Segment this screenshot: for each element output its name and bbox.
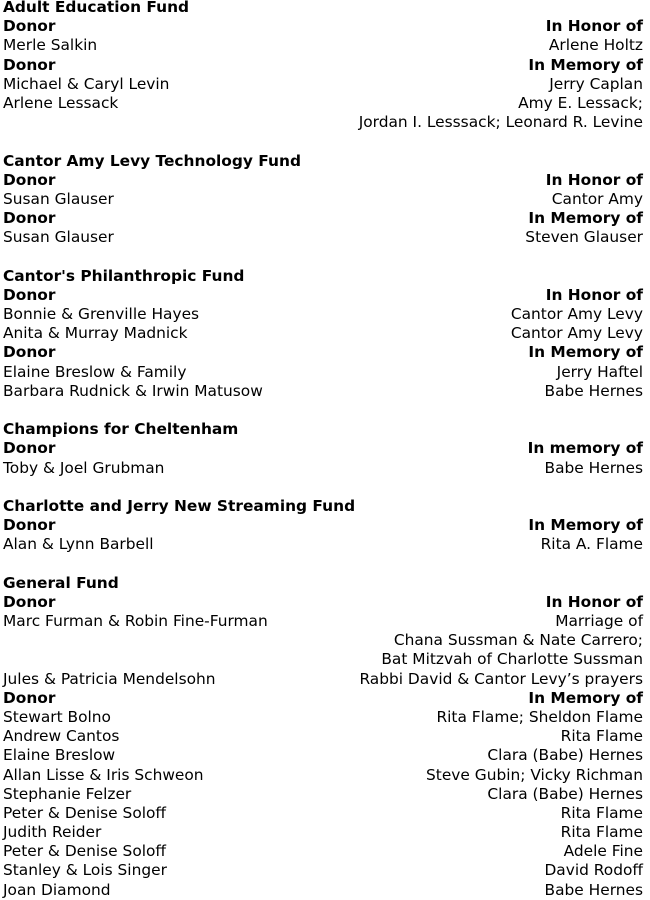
dedication-name: Marriage of <box>555 612 643 630</box>
dedication-name: Cantor Amy Levy <box>510 305 643 323</box>
dedication-name: Chana Sussman & Nate Carrero; <box>393 631 643 650</box>
donor-name: Bonnie & Grenville Hayes <box>3 305 200 323</box>
dedication-header: In Honor of <box>545 17 643 36</box>
donation-row <box>3 459 643 478</box>
donor-header: Donor <box>3 343 56 362</box>
dedication-header: In Memory of <box>528 343 643 362</box>
dedication-header: In Honor of <box>545 170 643 189</box>
donor-name: Arlene Lessack <box>3 93 119 112</box>
section-gap <box>3 478 643 497</box>
dedication-name: Babe Hernes <box>544 880 643 899</box>
dedication-name: Cantor Amy Levy <box>510 324 643 343</box>
donor-header: Donor <box>3 209 56 228</box>
column-header-row <box>3 17 643 36</box>
donation-row <box>3 746 643 765</box>
dedication-name: Bat Mitzvah of Charlotte Sussman <box>381 650 643 669</box>
dedication-name: Rita Flame; Sheldon Flame <box>436 707 643 726</box>
dedication-name: David Rodoff <box>544 861 643 880</box>
donor-name: Anita & Murray Madnick <box>3 324 188 343</box>
donor-name: Toby & Joel Grubman <box>3 458 165 477</box>
fund-title: Charlotte and Jerry New Streaming Fund <box>3 496 356 515</box>
column-header-row <box>3 516 643 535</box>
donor-header: Donor <box>3 170 56 189</box>
donor-header: Donor <box>3 439 56 458</box>
dedication-name: Clara (Babe) Hernes <box>487 746 643 765</box>
donor-header: Donor <box>3 688 56 707</box>
dedication-name: Jerry Haftel <box>556 362 643 381</box>
column-header-row <box>3 343 643 362</box>
donation-row <box>3 113 643 132</box>
donation-row <box>3 190 643 209</box>
donor-header: Donor <box>3 17 56 36</box>
donation-row <box>3 708 643 727</box>
donor-header: Donor <box>3 285 56 304</box>
dedication-name: Babe Hernes <box>544 458 643 477</box>
dedication-name: Jordan I. Lesssack; Leonard R. Levine <box>358 113 643 132</box>
dedication-header: In Honor of <box>545 285 643 304</box>
donor-name: Judith Reider <box>3 823 102 842</box>
dedication-header: In memory of <box>527 439 643 458</box>
donor-name: Peter & Denise Soloff <box>3 803 167 822</box>
column-header-row <box>3 286 643 305</box>
donor-name: Peter & Denise Soloff <box>3 842 167 861</box>
donor-name: Alan & Lynn Barbell <box>3 535 154 554</box>
dedication-name: Amy E. Lessack; <box>518 93 643 112</box>
section-gap <box>3 247 643 266</box>
section-gap <box>3 401 643 420</box>
donation-row <box>3 785 643 804</box>
donation-row <box>3 804 643 823</box>
donor-name: Elaine Breslow <box>3 746 116 765</box>
fund-section <box>3 420 643 478</box>
dedication-name: Arlene Holtz <box>548 36 643 55</box>
dedication-header: In Memory of <box>528 516 643 535</box>
fund-title: Cantor's Philanthropic Fund <box>3 266 245 285</box>
column-header-row <box>3 209 643 228</box>
donor-name: Michael & Caryl Levin <box>3 74 170 93</box>
donation-row <box>3 535 643 554</box>
donor-header: Donor <box>3 592 56 611</box>
donation-row <box>3 861 643 880</box>
dedication-header: In Memory of <box>528 688 643 707</box>
donation-row <box>3 36 643 55</box>
donation-row <box>3 881 643 900</box>
donor-name: Susan Glauser <box>3 189 114 208</box>
column-header-row <box>3 56 643 75</box>
donor-header: Donor <box>3 516 56 535</box>
column-header-row <box>3 171 643 190</box>
dedication-name: Rita Flame <box>560 823 643 842</box>
donation-row <box>3 324 643 343</box>
dedication-name: Adele Fine <box>563 842 643 861</box>
dedication-name: Rabbi David & Cantor Levy’s prayers <box>359 669 643 688</box>
dedication-name: Cantor Amy <box>551 189 643 208</box>
donation-row <box>3 228 643 247</box>
donor-name: Susan Glauser <box>3 228 114 247</box>
donor-name: Joan Diamond <box>3 880 111 899</box>
column-header-row <box>3 689 643 708</box>
dedication-name: Steve Gubin; Vicky Richman <box>426 765 643 784</box>
donation-row <box>3 363 643 382</box>
donation-row <box>3 631 643 650</box>
dedication-name: Steven Glauser <box>525 228 643 247</box>
donation-row <box>3 650 643 669</box>
dedication-name: Rita A. Flame <box>540 535 643 554</box>
dedication-name: Rita Flame <box>560 727 643 746</box>
donation-row <box>3 305 643 324</box>
fund-section <box>3 267 643 401</box>
dedication-name: Rita Flame <box>560 803 643 822</box>
dedication-header: In Memory of <box>528 209 643 228</box>
donor-name: Andrew Cantos <box>3 727 120 746</box>
column-header-row <box>3 439 643 458</box>
section-gap <box>3 554 643 573</box>
dedication-header: In Memory of <box>528 55 643 74</box>
donor-name: Allan Lisse & Iris Schweon <box>3 765 204 784</box>
fund-title: Cantor Amy Levy Technology Fund <box>3 151 301 170</box>
donation-row <box>3 727 643 746</box>
donation-row <box>3 842 643 861</box>
donor-header: Donor <box>3 55 56 74</box>
donation-row <box>3 612 643 631</box>
donation-row <box>3 75 643 94</box>
fund-section <box>3 152 643 248</box>
fund-section <box>3 574 643 900</box>
dedication-header: In Honor of <box>545 592 643 611</box>
donor-name: Barbara Rudnick & Irwin Matusow <box>3 381 263 400</box>
donation-row <box>3 670 643 689</box>
donor-name: Marc Furman & Robin Fine-Furman <box>3 612 268 630</box>
fund-title: Adult Education Fund <box>3 0 190 16</box>
donor-name: Stephanie Felzer <box>3 784 132 803</box>
donor-name: Merle Salkin <box>3 36 98 55</box>
donation-row <box>3 823 643 842</box>
fund-title: Champions for Cheltenham <box>3 420 239 439</box>
donation-row <box>3 766 643 785</box>
fund-title: General Fund <box>3 573 119 592</box>
dedication-name: Clara (Babe) Hernes <box>487 784 643 803</box>
donor-name: Jules & Patricia Mendelsohn <box>3 669 216 688</box>
fund-section <box>3 497 643 555</box>
donor-name: Stewart Bolno <box>3 707 111 726</box>
fund-section <box>3 0 643 132</box>
donation-row <box>3 382 643 401</box>
donation-row <box>3 94 643 113</box>
donor-name: Stanley & Lois Singer <box>3 861 167 880</box>
column-header-row <box>3 593 643 612</box>
dedication-name: Babe Hernes <box>544 381 643 400</box>
section-gap <box>3 132 643 151</box>
dedication-name: Jerry Caplan <box>549 74 643 93</box>
donor-name: Elaine Breslow & Family <box>3 362 187 381</box>
